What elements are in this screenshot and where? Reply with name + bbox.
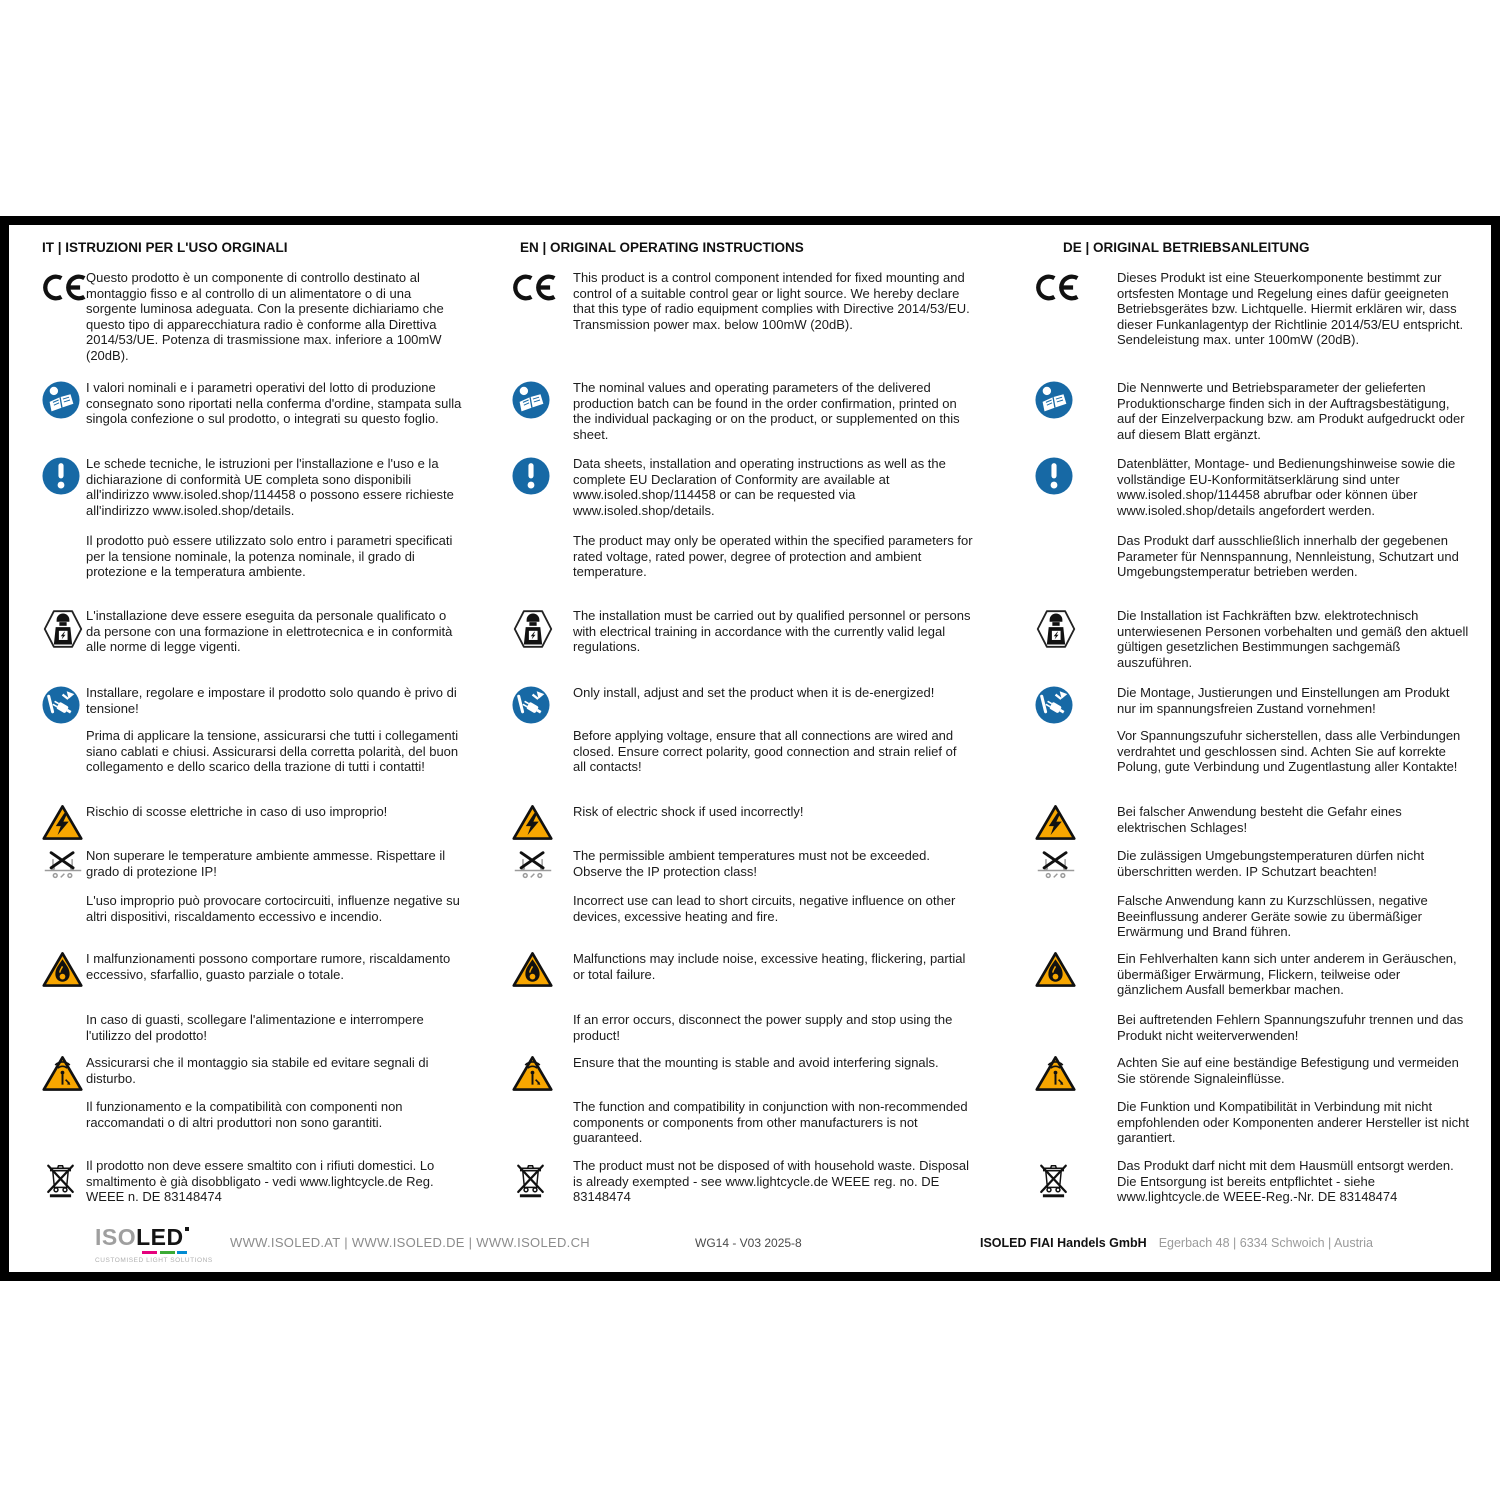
instruction-text: Il funzionamento e la compatibilità con componenti non raccomandati o di altri produttori non sono garantiti.	[86, 1099, 403, 1130]
instruction-row	[512, 804, 1035, 848]
electric-shock-warning-icon	[512, 804, 573, 846]
read-instructions-icon	[512, 380, 573, 424]
disconnect-plug-icon	[512, 685, 573, 729]
instruction-row	[1035, 893, 1491, 951]
logo-iso-text: ISO	[95, 1224, 137, 1250]
instruction-text: Die Montage, Justierungen und Einstellungen am Produkt nur im spannungsfreien Zustand vornehmen!	[1117, 685, 1450, 716]
instruction-text: The product may only be operated within the specified parameters for rated voltage, rated power, degree of protection and ambient temperature.	[573, 533, 973, 580]
instruction-row	[42, 270, 512, 380]
instruction-row	[512, 1099, 1035, 1158]
instruction-row	[1035, 533, 1491, 608]
instruction-row	[1035, 1055, 1491, 1099]
logo-trademark-mark	[185, 1227, 189, 1231]
instruction-text: The installation must be carried out by qualified personnel or persons with electrical training in accordance with the currently valid legal regulations.	[573, 608, 971, 655]
instruction-row	[512, 608, 1035, 685]
instruction-row	[42, 533, 512, 608]
instruction-row	[1035, 804, 1491, 848]
instruction-text: Bei auftretenden Fehlern Spannungszufuhr trennen und das Produkt nicht weiterverwenden!	[1117, 1012, 1464, 1043]
instruction-row	[42, 804, 512, 848]
instruction-row	[1035, 848, 1491, 893]
instruction-text: Ensure that the mounting is stable and avoid interfering signals.	[573, 1055, 939, 1070]
instruction-row	[42, 1012, 512, 1055]
instruction-row	[42, 848, 512, 893]
instruction-row	[42, 951, 512, 1012]
instruction-text: In caso di guasti, scollegare l'alimentazione e interrompere l'utilizzo del prodotto!	[86, 1012, 424, 1043]
instruction-text: Die zulässigen Umgebungstemperaturen dürfen nicht überschritten werden. IP Schutzart beachten!	[1117, 848, 1425, 879]
instruction-row	[1035, 380, 1491, 456]
instruction-row	[512, 270, 1035, 380]
instruction-text: Vor Spannungszufuhr sicherstellen, dass alle Verbindungen verdrahtet und geschlossen sind. Achten Sie auf korrekte Polung, gute Verbindung und Zugentlastung aller Kontakte!	[1117, 728, 1461, 775]
instruction-text: Assicurarsi che il montaggio sia stabile ed evitare segnali di disturbo.	[86, 1055, 429, 1086]
temperature-limit-icon	[1035, 848, 1117, 886]
instruction-text: If an error occurs, disconnect the power supply and stop using the product!	[573, 1012, 953, 1043]
instruction-row	[42, 728, 512, 804]
instruction-text: L'uso improprio può provocare cortocircuiti, influenze negative su altri dispositivi, riscaldamento eccessivo e incendio.	[86, 893, 460, 924]
instruction-text: Non superare le temperature ambiente ammesse. Rispettare il grado di protezione IP!	[86, 848, 446, 879]
column-heading-de: DE | ORIGINAL BETRIEBSANLEITUNG	[1063, 240, 1310, 255]
weee-disposal-icon	[42, 1158, 86, 1203]
column-german	[1035, 239, 1491, 1224]
instruction-row	[1035, 951, 1491, 1012]
instruction-row	[512, 848, 1035, 893]
instruction-text: The permissible ambient temperatures must not be exceeded. Observe the IP protection class!	[573, 848, 930, 879]
instruction-row	[42, 380, 512, 456]
instruction-text: This product is a control component intended for fixed mounting and control of a suitable control gear or light source. We hereby declare that this type of radio equipment complies with Directive 2014/53/EU. Transmission power max. below 100mW (20dB).	[573, 270, 970, 332]
instruction-text: Questo prodotto è un componente di controllo destinato al montaggio fisso e al controllo di un alimentatore o di una sorgente luminosa adeguata. Con la presente dichiariamo che questo tipo di apparecchiatura radio è conforme alla Direttiva 2014/53/UE. Potenza di trasmissione max. inferiore a 100mW (20dB).	[86, 270, 444, 363]
instruction-text: Die Nennwerte und Betriebsparameter der gelieferten Produktionscharge finden sich in der Auftragsbestätigung, auf der Einzelverpackung bzw. am Produkt aufgedruckt oder auf diesem Blatt ergänzt.	[1117, 380, 1465, 442]
instruction-row	[512, 685, 1035, 728]
instruction-text: I valori nominali e i parametri operativi del lotto di produzione consegnato sono riportati nella conferma d'ordine, stampata sulla singola confezione o sul prodotto, o integrati su questo foglio.	[86, 380, 462, 427]
ce-mark-icon	[512, 270, 573, 307]
electric-shock-warning-icon	[42, 804, 86, 846]
qualified-electrician-icon	[42, 608, 86, 655]
ce-mark-icon	[1035, 270, 1117, 307]
footer	[9, 1212, 1491, 1272]
instruction-row	[512, 533, 1035, 608]
logo-bar-blue	[177, 1251, 187, 1255]
column-heading-en: EN | ORIGINAL OPERATING INSTRUCTIONS	[520, 240, 804, 255]
instruction-text: Ein Fehlverhalten kann sich unter anderem in Geräuschen, übermäßiger Erwärmung, Flickern, teilweise oder gänzlichem Ausfall bemerkbar machen.	[1117, 951, 1457, 998]
mandatory-notice-icon	[42, 456, 86, 500]
footer-websites: WWW.ISOLED.AT | WWW.ISOLED.DE | WWW.ISOLED.CH	[230, 1235, 590, 1250]
stable-mounting-warning-icon	[1035, 1055, 1117, 1097]
column-heading-it: IT | ISTRUZIONI PER L'USO ORGINALI	[42, 240, 288, 255]
instruction-text: Bei falscher Anwendung besteht die Gefahr eines elektrischen Schlages!	[1117, 804, 1402, 835]
instruction-text: Incorrect use can lead to short circuits, negative influence on other devices, excessive heating and fire.	[573, 893, 956, 924]
instruction-text: Die Funktion und Kompatibilität in Verbindung mit nicht empfohlenden oder Komponenten anderer Hersteller ist nicht garantiert.	[1117, 1099, 1469, 1146]
instruction-text: Il prodotto non deve essere smaltito con i rifiuti domestici. Lo smaltimento è già disobbligato - vedi www.lightcycle.de Reg. WEEE n. DE 83148474	[86, 1158, 435, 1205]
instruction-row	[42, 685, 512, 728]
document-frame	[0, 216, 1500, 1281]
ce-mark-icon	[42, 270, 86, 307]
instruction-row	[42, 893, 512, 951]
logo-led-text: LED	[136, 1224, 184, 1250]
instruction-text: I malfunzionamenti possono comportare rumore, riscaldamento eccessivo, sfarfallio, guasto parziale o totale.	[86, 951, 451, 982]
instruction-text: Falsche Anwendung kann zu Kurzschlüssen, negative Beeinflussung anderer Geräte sowie zu übermäßiger Erwärmung und Brand führen.	[1117, 893, 1428, 940]
stable-mounting-warning-icon	[42, 1055, 86, 1097]
instruction-row	[42, 456, 512, 533]
instruction-text: The nominal values and operating parameters of the delivered production batch can be found in the order confirmation, printed on the individual packaging or on the product, or supplemented on this sheet.	[573, 380, 960, 442]
instruction-row	[1035, 456, 1491, 533]
logo-color-bars	[142, 1250, 225, 1254]
isoled-logo	[95, 1226, 225, 1264]
instruction-text: Il prodotto può essere utilizzato solo entro i parametri specificati per la tensione nominale, la potenza nominale, il grado di protezione e la temperatura ambiente.	[86, 533, 453, 580]
instruction-row	[512, 893, 1035, 951]
instruction-row	[42, 1055, 512, 1099]
instruction-row	[1035, 728, 1491, 804]
disconnect-plug-icon	[42, 685, 86, 729]
instruction-text: Data sheets, installation and operating instructions as well as the complete EU Declaration of Conformity are available at www.isoled.shop/114458 or can be requested via www.isoled.shop/details.	[573, 456, 946, 518]
footer-doc-code: WG14 - V03 2025-8	[695, 1236, 802, 1250]
instruction-text: Rischio di scosse elettriche in caso di uso improprio!	[86, 804, 388, 819]
instruction-text: L'installazione deve essere eseguita da personale qualificato o da persone con una formazione in elettrotecnica e in conformità alle norme di legge vigenti.	[86, 608, 453, 655]
instruction-text: Dieses Produkt ist eine Steuerkomponente bestimmt zur ortsfesten Montage und Regelung eines dafür geeigneten Betriebsgerätes bzw. Lichtquelle. Hiermit erklären wir, dass dieser Funkanlagentyp der Richtlinie 2014/53/EU entspricht. Sendeleistung max. unter 100mW (20dB).	[1117, 270, 1464, 348]
disconnect-plug-icon	[1035, 685, 1117, 729]
qualified-electrician-icon	[1035, 608, 1117, 655]
column-italian	[42, 239, 512, 1224]
instruction-row	[512, 456, 1035, 533]
language-columns	[42, 239, 1491, 1224]
instruction-text: Die Installation ist Fachkräften bzw. elektrotechnisch unterwiesenen Personen vorbehalten und gemäß den aktuell gültigen gesetzlichen Bestimmungen sachgemäß auszuführen.	[1117, 608, 1469, 670]
stable-mounting-warning-icon	[512, 1055, 573, 1097]
instruction-text: Only install, adjust and set the product when it is de-energized!	[573, 685, 935, 700]
footer-company-line	[980, 1236, 1373, 1250]
instruction-text: Malfunctions may include noise, excessive heating, flickering, partial or total failure.	[573, 951, 966, 982]
fire-hazard-warning-icon	[512, 951, 573, 993]
instruction-text: Das Produkt darf nicht mit dem Hausmüll entsorgt werden. Die Entsorgung ist bereits entpflichtet - siehe www.lightcycle.de WEEE-Reg.-Nr. DE 83148474	[1117, 1158, 1454, 1205]
mandatory-notice-icon	[512, 456, 573, 500]
logo-wordmark	[95, 1226, 225, 1249]
weee-disposal-icon	[512, 1158, 573, 1203]
fire-hazard-warning-icon	[1035, 951, 1117, 993]
instruction-row	[1035, 1012, 1491, 1055]
mandatory-notice-icon	[1035, 456, 1117, 500]
instruction-text: Le schede tecniche, le istruzioni per l'installazione e l'uso e la dichiarazione di conformità UE completa sono disponibili all'indirizzo www.isoled.shop/114458 o possono essere richieste all'indirizzo www.isoled.shop/details.	[86, 456, 454, 518]
logo-bar-green	[160, 1251, 175, 1255]
instruction-row	[1035, 270, 1491, 380]
temperature-limit-icon	[42, 848, 86, 886]
instruction-text: Prima di applicare la tensione, assicurarsi che tutti i collegamenti siano cablati e chiusi. Assicurarsi della corretta polarità, del buon collegamento e dello scarico della trazione di tutti i contatti!	[86, 728, 459, 775]
instruction-text: Risk of electric shock if used incorrectly!	[573, 804, 804, 819]
electric-shock-warning-icon	[1035, 804, 1117, 846]
instruction-text: The product must not be disposed of with household waste. Disposal is already exempted - see www.lightcycle.de WEEE reg. no. DE 83148474	[573, 1158, 970, 1205]
instruction-text: The function and compatibility in conjunction with non-recommended components or components from other manufacturers is not guaranteed.	[573, 1099, 968, 1146]
instruction-row	[1035, 608, 1491, 685]
company-address: Egerbach 48 | 6334 Schwoich | Austria	[1158, 1236, 1373, 1250]
instruction-text: Das Produkt darf ausschließlich innerhalb der gegebenen Parameter für Nennspannung, Nennleistung, Schutzart und Umgebungstemperatur betrieben werden.	[1117, 533, 1459, 580]
instruction-row	[512, 380, 1035, 456]
instruction-row	[512, 1055, 1035, 1099]
temperature-limit-icon	[512, 848, 573, 886]
instruction-row	[42, 608, 512, 685]
fire-hazard-warning-icon	[42, 951, 86, 993]
instruction-text: Datenblätter, Montage- und Bedienungshinweise sowie die vollständige EU-Konformitätserklärung sind unter www.isoled.shop/114458 abrufbar oder können über www.isoled.shop/details angefordert werden.	[1117, 456, 1456, 518]
read-instructions-icon	[1035, 380, 1117, 424]
instruction-text: Before applying voltage, ensure that all connections are wired and closed. Ensure correct polarity, good connection and strain relief of all contacts!	[573, 728, 957, 775]
instruction-row	[42, 1099, 512, 1158]
logo-bar-magenta	[142, 1251, 157, 1255]
instruction-row	[512, 951, 1035, 1012]
qualified-electrician-icon	[512, 608, 573, 655]
column-english	[512, 239, 1035, 1224]
read-instructions-icon	[42, 380, 86, 424]
instruction-row	[1035, 1099, 1491, 1158]
instruction-text: Achten Sie auf eine beständige Befestigung und vermeiden Sie störende Signaleinflüsse.	[1117, 1055, 1459, 1086]
weee-disposal-icon	[1035, 1158, 1117, 1203]
instruction-text: Installare, regolare e impostare il prodotto solo quando è privo di tensione!	[86, 685, 457, 716]
instruction-row	[512, 1012, 1035, 1055]
logo-tagline: CUSTOMISED LIGHT SOLUTIONS	[95, 1257, 213, 1264]
instruction-row	[512, 728, 1035, 804]
company-name: ISOLED FIAI Handels GmbH	[980, 1236, 1147, 1250]
instruction-row	[1035, 685, 1491, 728]
